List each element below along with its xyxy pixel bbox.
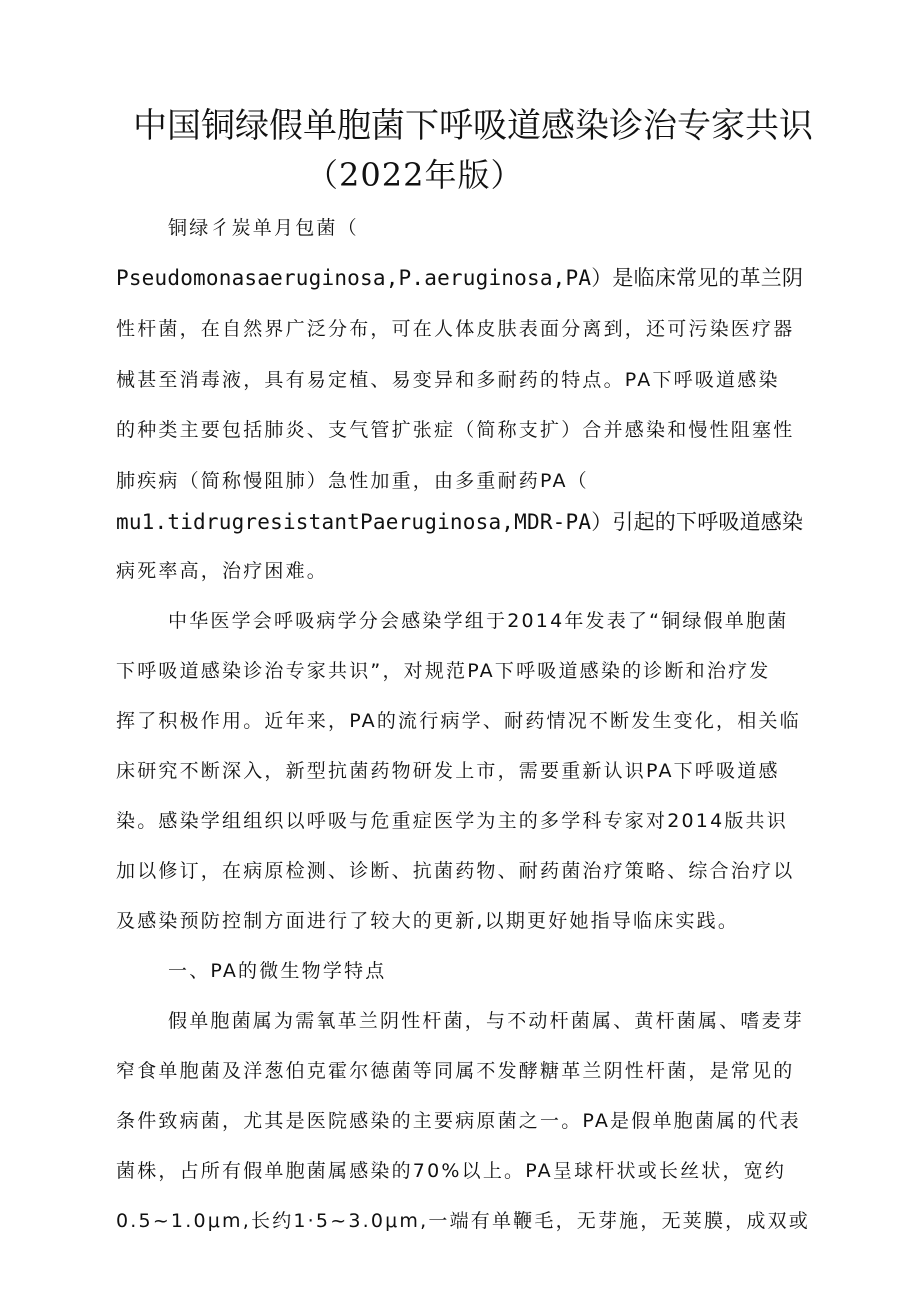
paragraph-1-line-6: 肺疾病（简称慢阻肺）急性加重，由多重耐药PA（: [116, 470, 589, 492]
paragraph-1-line-7: mu1.tidrugresistantPaeruginosa,MDR-PA）引起的下呼吸道感染: [116, 510, 804, 534]
paragraph-1-line-5: 的种类主要包括肺炎、支气管扩张症（简称支扩）合并感染和慢性阻塞性: [116, 419, 795, 441]
paragraph-2-line-1: 中华医学会呼吸病学分会感染学组于2014年发表了“铜绿假单胞菌: [168, 610, 789, 632]
paragraph-2-line-5: 染。感染学组组织以呼吸与危重症医学为主的多学科专家对2014版共识: [116, 810, 788, 832]
paragraph-2-line-4: 床研究不断深入，新型抗菌药物研发上市，需要重新认识PA下呼吸道感: [116, 760, 780, 782]
paragraph-2-line-7: 及感染预防控制方面进行了较大的更新,以期更好她指导临床实践。: [116, 910, 740, 932]
paragraph-2-line-6: 加以修订，在病原检测、诊断、抗菌药物、耐药菌治疗策略、综合治疗以: [116, 860, 795, 882]
document-title: 中国铜绿假单胞菌下呼吸道感染诊治专家共识: [133, 106, 813, 146]
paragraph-2-line-2: 下呼吸道感染诊治专家共识”，对规范PA下呼吸道感染的诊断和治疗发: [116, 660, 771, 682]
paragraph-3-line-2: 窄食单胞菌及洋葱伯克霍尔德菌等同属不发酵糖革兰阴性杆菌，是常见的: [116, 1060, 795, 1082]
paragraph-3-line-4: 菌株，占所有假单胞菌属感染的70%以上。PA呈球杆状或长丝状，宽约: [116, 1160, 787, 1182]
paragraph-1-line-4: 械甚至消毒液，具有易定植、易变异和多耐药的特点。PA下呼吸道感染: [116, 369, 780, 391]
paragraph-1-line-1: 铜绿彳炭单月包菌（: [168, 217, 359, 239]
paragraph-1-line-2: Pseudomonasaeruginosa,P.aeruginosa,PA）是临床常见的革兰阴: [116, 266, 804, 290]
document-subtitle-year: （2022年版）: [306, 156, 524, 194]
paragraph-3-line-3: 条件致病菌，尤其是医院感染的主要病原菌之一。PA是假单胞菌属的代表: [116, 1110, 801, 1132]
paragraph-3-line-5: 0.5~1.0μm,长约1·5~3.0μm,一端有单鞭毛，无芽施，无荚膜，成双或: [116, 1210, 810, 1232]
paragraph-2-line-3: 挥了积极作用。近年来，PA的流行病学、耐药情况不断发生变化，相关临: [116, 710, 801, 732]
paragraph-3-line-1: 假单胞菌属为需氧革兰阴性杆菌，与不动杆菌属、黄杆菌属、嗜麦芽: [168, 1010, 805, 1032]
section-heading-microbiology: 一、PA的微生物学特点: [168, 960, 387, 982]
paragraph-1-line-3: 性杆菌，在自然界广泛分布，可在人体皮肤表面分离到，还可污染医疗器: [116, 318, 795, 340]
paragraph-1-line-8: 病死率高，治疗困难。: [116, 560, 329, 582]
